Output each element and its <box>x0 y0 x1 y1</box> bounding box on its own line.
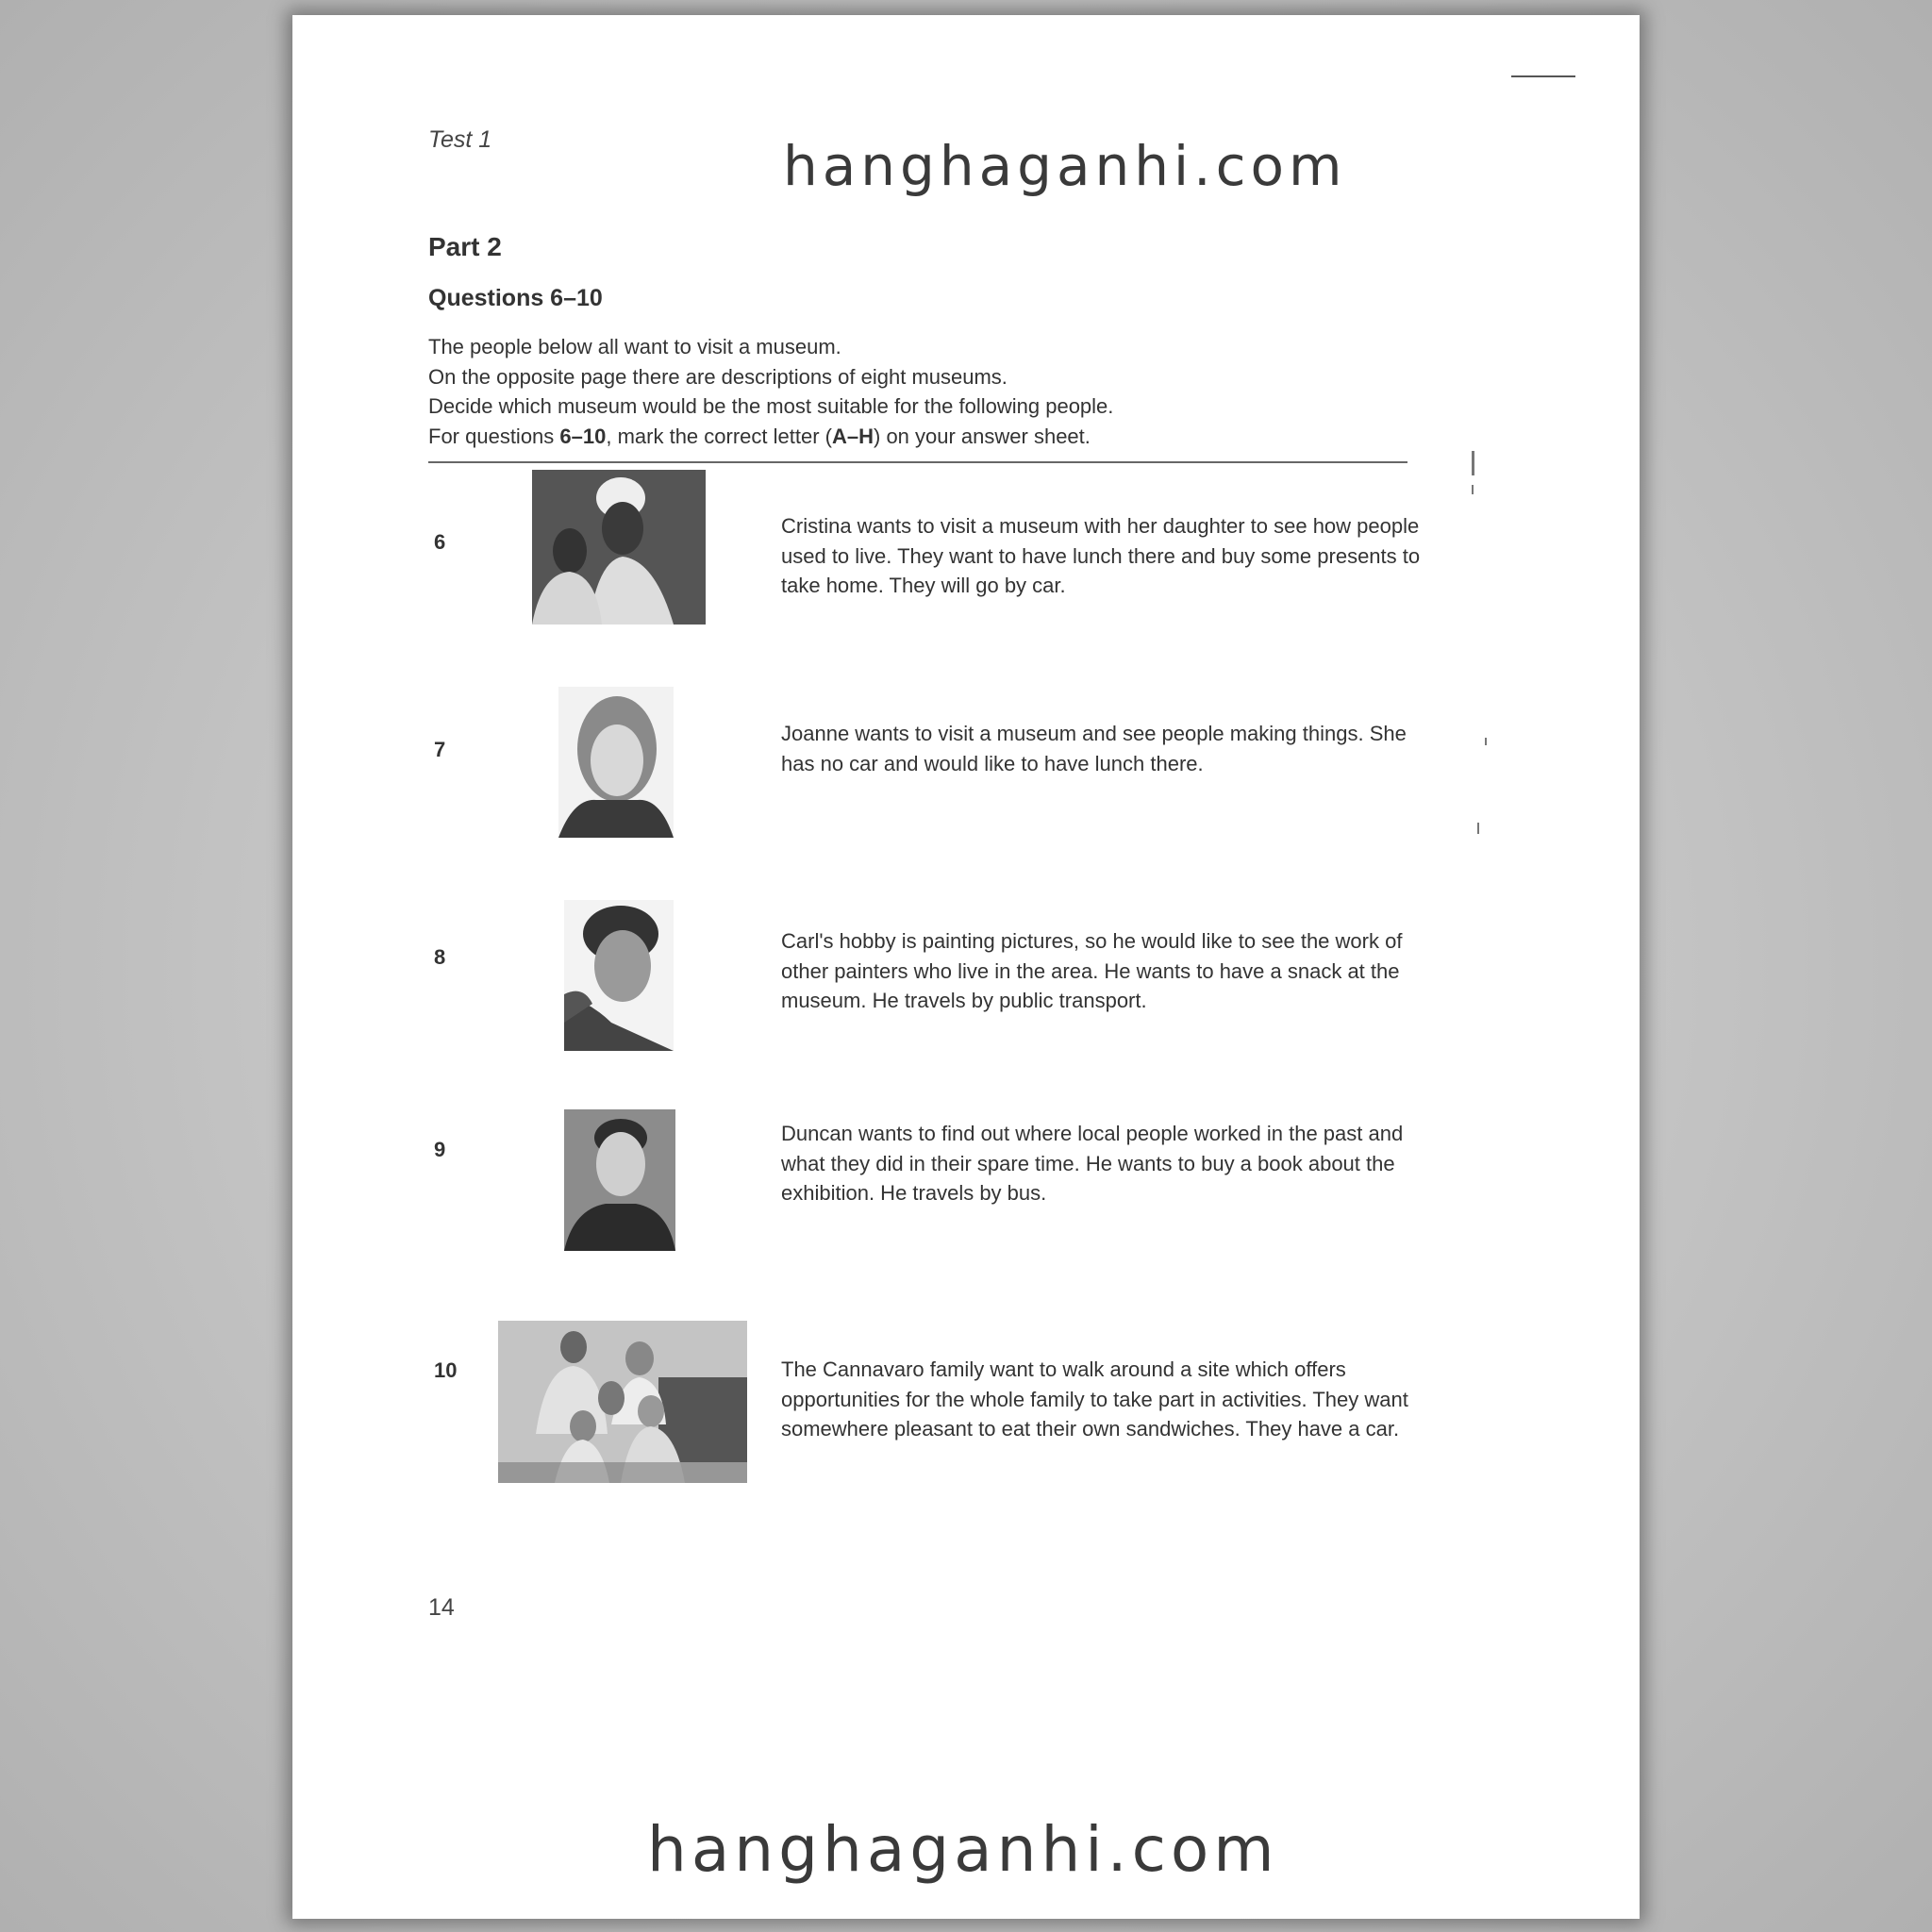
test-label: Test 1 <box>428 126 492 153</box>
question-description: Cristina wants to visit a museum with her daughter to see how people used to live. They want to have lunch there and buy some presents to take home. They will go by car. <box>781 514 1421 597</box>
instructions <box>428 332 1113 451</box>
photo-mother-and-daughter <box>532 470 706 625</box>
question-description: The Cannavaro family want to walk around a site which offers opportunities for the whole family to take part in activities. They want somewhere pleasant to eat their own sandwiches. They have a car. <box>781 1357 1408 1441</box>
scan-mark <box>1485 738 1487 745</box>
question-number: 8 <box>434 945 446 969</box>
question-description: Joanne wants to visit a museum and see people making things. She has no car and would like to have lunch there. <box>781 722 1407 775</box>
questions-title: Questions 6–10 <box>428 285 603 311</box>
photo-smiling-man <box>564 1109 675 1251</box>
instruction-text: ) on your answer sheet. <box>874 424 1091 448</box>
question-description: Duncan wants to find out where local people worked in the past and what they did in their spare time. He wants to buy a book about the exhibition. He travels by bus. <box>781 1122 1404 1205</box>
question-number: 9 <box>434 1138 446 1161</box>
scan-mark <box>1472 485 1474 494</box>
corner-rule <box>1511 75 1575 77</box>
photo-young-woman <box>558 687 674 838</box>
watermark-top: hanghaganhi.com <box>783 134 1347 198</box>
instruction-line: The people below all want to visit a museum. <box>428 335 841 358</box>
watermark-bottom: hanghaganhi.com <box>647 1813 1279 1886</box>
instruction-text: For questions <box>428 424 560 448</box>
document-page <box>292 15 1640 1919</box>
photo-man-dark-hair <box>564 900 674 1051</box>
question-number: 6 <box>434 530 446 554</box>
question-number: 7 <box>434 738 446 761</box>
page-number: 14 <box>428 1594 455 1621</box>
instruction-line: Decide which museum would be the most suitable for the following people. <box>428 394 1114 418</box>
photo-man-dark-hair-icon <box>564 900 674 1051</box>
photo-family-group <box>498 1321 747 1483</box>
photo-smiling-man-icon <box>564 1109 675 1251</box>
section-divider <box>428 461 1407 463</box>
instruction-line: On the opposite page there are descriptions of eight museums. <box>428 364 1008 389</box>
part-title: Part 2 <box>428 232 502 261</box>
photo-mother-and-daughter-icon <box>532 470 706 625</box>
instruction-line <box>428 422 1113 452</box>
question-number: 10 <box>434 1358 458 1382</box>
letter-range: A–H <box>831 424 874 448</box>
photo-young-woman-icon <box>558 687 674 838</box>
photo-family-group-icon <box>498 1321 747 1483</box>
instruction-text: , mark the correct letter ( <box>606 424 832 448</box>
scan-mark <box>1477 823 1479 834</box>
scan-mark <box>1472 451 1474 475</box>
question-description: Carl's hobby is painting pictures, so he would like to see the work of other painters who live in the area. He wants to have a snack at the museum. He travels by public transport. <box>781 929 1403 1012</box>
question-range: 6–10 <box>559 424 607 448</box>
